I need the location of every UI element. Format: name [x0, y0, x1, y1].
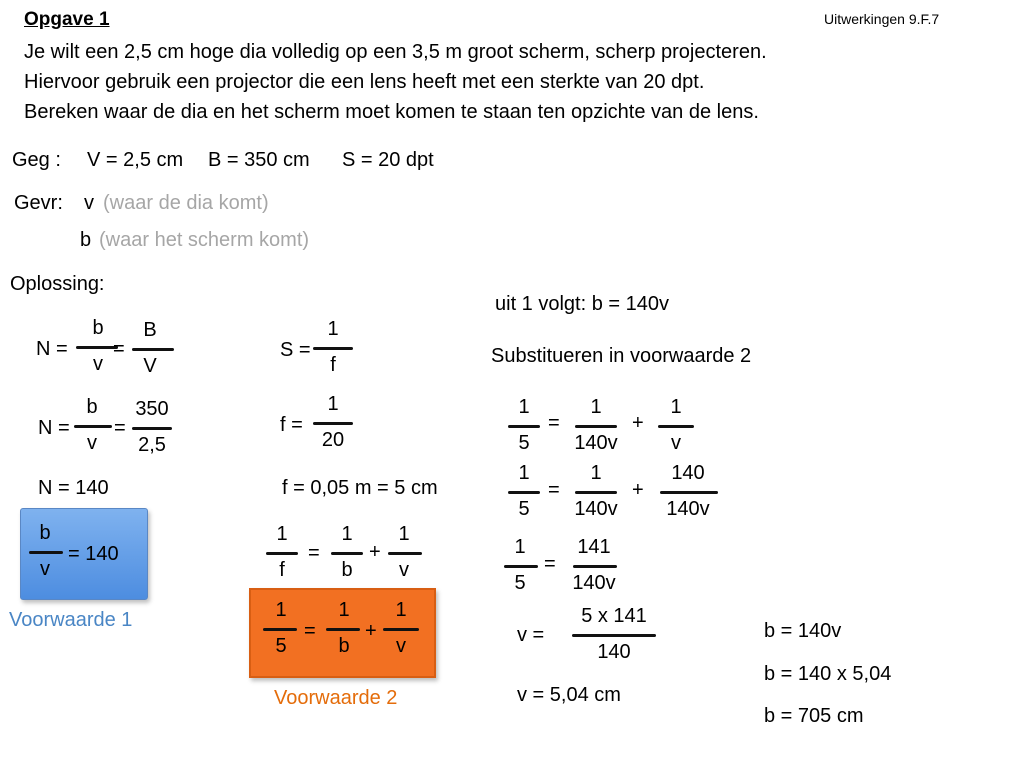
lens-plus: + [369, 541, 381, 563]
box-equals: = [304, 620, 316, 642]
denominator: 5 [518, 498, 530, 520]
denominator: 140 [597, 641, 631, 663]
fraction-1-over-v-lens [374, 524, 434, 584]
fraction-bar [263, 628, 297, 631]
fraction-bar [508, 491, 540, 494]
numerator: 1 [590, 462, 602, 484]
r2-plus: + [632, 479, 644, 501]
fraction-1-over-f [303, 319, 363, 379]
fraction-bar [331, 552, 363, 555]
from-condition-1: uit 1 volgt: b = 140v [495, 293, 670, 315]
r3-fraction-1-over-5 [490, 537, 550, 597]
numerator: 1 [398, 523, 410, 545]
denominator: v [399, 559, 409, 581]
eq2-left: N = [38, 417, 70, 439]
r2-fraction-140-over-140v [658, 463, 718, 523]
r2-fraction-1-over-5 [494, 463, 554, 523]
fraction-bar [575, 425, 617, 428]
denominator: v [671, 432, 681, 454]
asked-v-symbol: v [84, 192, 94, 214]
numerator: b [86, 396, 98, 418]
b-line-2: b = 140 x 5,04 [764, 663, 892, 685]
given-label: Geg : [12, 149, 61, 171]
fraction-1-over-20 [303, 394, 363, 454]
numerator: 1 [276, 523, 288, 545]
fraction-1-over-b-lens [317, 524, 377, 584]
fraction-bar [132, 348, 174, 351]
numerator: 350 [135, 398, 169, 420]
denominator: 5 [275, 635, 287, 657]
focal-length-result: f = 0,05 m = 5 cm [282, 477, 438, 499]
substitute-text: Substitueren in voorwaarde 2 [491, 345, 752, 367]
denominator: V [143, 355, 157, 377]
numerator: b [92, 317, 104, 339]
fraction-1-over-5-box [251, 600, 311, 660]
denominator: v [40, 558, 50, 580]
denominator: 140v [572, 572, 616, 594]
eq1-equals: = [113, 338, 125, 360]
asked-b-note: (waar het scherm komt) [99, 229, 310, 251]
lens-equals: = [308, 542, 320, 564]
fraction-bar [29, 551, 63, 554]
fraction-350-over-2-5 [122, 399, 182, 459]
r3-equals: = [544, 553, 556, 575]
fraction-bar [572, 634, 656, 637]
b-line-3: b = 705 cm [764, 705, 864, 727]
fraction-1-over-v-box [371, 600, 431, 660]
problem-line-1: Je wilt een 2,5 cm hoge dia volledig op een 3,5 m groot scherm, scherp projecteren. [24, 41, 767, 63]
asked-label: Gevr: [14, 192, 63, 214]
fraction-bar [76, 346, 118, 349]
condition-2-label: Voorwaarde 2 [274, 687, 398, 709]
denominator: v [87, 432, 97, 454]
asked-b-symbol: b [80, 229, 92, 251]
numerator: b [39, 522, 51, 544]
r1-fraction-1-over-5 [494, 397, 554, 457]
problem-line-3: Bereken waar de dia en het scherm moet komen te staan ten opzichte van de lens. [24, 101, 759, 123]
given-s: S = 20 dpt [342, 149, 434, 171]
asked-v-note: (waar de dia komt) [103, 192, 269, 214]
numerator: 140 [671, 462, 705, 484]
denominator: 5 [518, 432, 530, 454]
numerator: 1 [327, 393, 339, 415]
fraction-bar [313, 347, 353, 350]
fraction-bar [388, 552, 422, 555]
v-result: v = 5,04 cm [517, 684, 621, 706]
numerator: 1 [590, 396, 602, 418]
denominator: 140v [666, 498, 710, 520]
numerator: 141 [577, 536, 611, 558]
solution-label: Oplossing: [10, 273, 105, 295]
r2-fraction-1-over-140v [566, 463, 626, 523]
numerator: 1 [341, 523, 353, 545]
numerator: 1 [670, 396, 682, 418]
denominator: b [338, 635, 350, 657]
numerator: 1 [275, 599, 287, 621]
denominator: 2,5 [138, 434, 166, 456]
r1-plus: + [632, 412, 644, 434]
r3-fraction-141-over-140v [564, 537, 624, 597]
numerator: 5 x 141 [581, 605, 647, 627]
fraction-bar [508, 425, 540, 428]
fraction-bar [326, 628, 360, 631]
r1-fraction-1-over-140v [566, 397, 626, 457]
magnification-result: N = 140 [38, 477, 109, 499]
r2-equals: = [548, 479, 560, 501]
problem-line-2: Hiervoor gebruik een projector die een lens heeft met een sterkte van 20 dpt. [24, 71, 705, 93]
fraction-bar [575, 491, 617, 494]
fraction-bar [266, 552, 298, 555]
fraction-b-over-v-2 [62, 397, 122, 457]
denominator: f [330, 354, 336, 376]
fraction-bar [74, 425, 112, 428]
denominator: 140v [574, 498, 618, 520]
r1-equals: = [548, 412, 560, 434]
condition-1-label: Voorwaarde 1 [9, 609, 133, 631]
fraction-1-over-f-lens [252, 524, 312, 584]
numerator: 1 [518, 462, 530, 484]
f-left: f = [280, 414, 303, 436]
condition-1-box [20, 508, 148, 600]
s-left: S = [280, 339, 311, 361]
v-left: v = [517, 624, 545, 646]
page-title: Opgave 1 [24, 9, 110, 30]
denominator: 5 [514, 572, 526, 594]
box-rhs: = 140 [68, 543, 119, 565]
fraction-bar [658, 425, 694, 428]
denominator: 20 [321, 429, 345, 451]
fraction-bar [383, 628, 419, 631]
given-v: V = 2,5 cm [87, 149, 184, 171]
fraction-B-over-V [120, 320, 180, 380]
numerator: 1 [514, 536, 526, 558]
eq1-left: N = [36, 338, 68, 360]
fraction-bar [313, 422, 353, 425]
fraction-5x141-over-140 [572, 606, 656, 666]
numerator: 1 [395, 599, 407, 621]
given-b: B = 350 cm [208, 149, 310, 171]
numerator: 1 [518, 396, 530, 418]
slide-reference: Uitwerkingen 9.F.7 [824, 11, 940, 27]
box-plus: + [365, 620, 377, 642]
denominator: 140v [574, 432, 618, 454]
numerator: 1 [327, 318, 339, 340]
fraction-bar [504, 565, 538, 568]
fraction-bar [573, 565, 617, 568]
numerator: 1 [338, 599, 350, 621]
eq2-equals: = [114, 417, 126, 439]
fraction-bar [132, 427, 172, 430]
fraction-bar [660, 491, 718, 494]
denominator: v [396, 635, 406, 657]
r1-fraction-1-over-v [646, 397, 706, 457]
denominator: v [93, 353, 103, 375]
denominator: f [279, 559, 285, 581]
b-line-1: b = 140v [764, 620, 842, 642]
numerator: B [143, 319, 157, 341]
denominator: b [341, 559, 353, 581]
condition-2-box [249, 588, 436, 678]
